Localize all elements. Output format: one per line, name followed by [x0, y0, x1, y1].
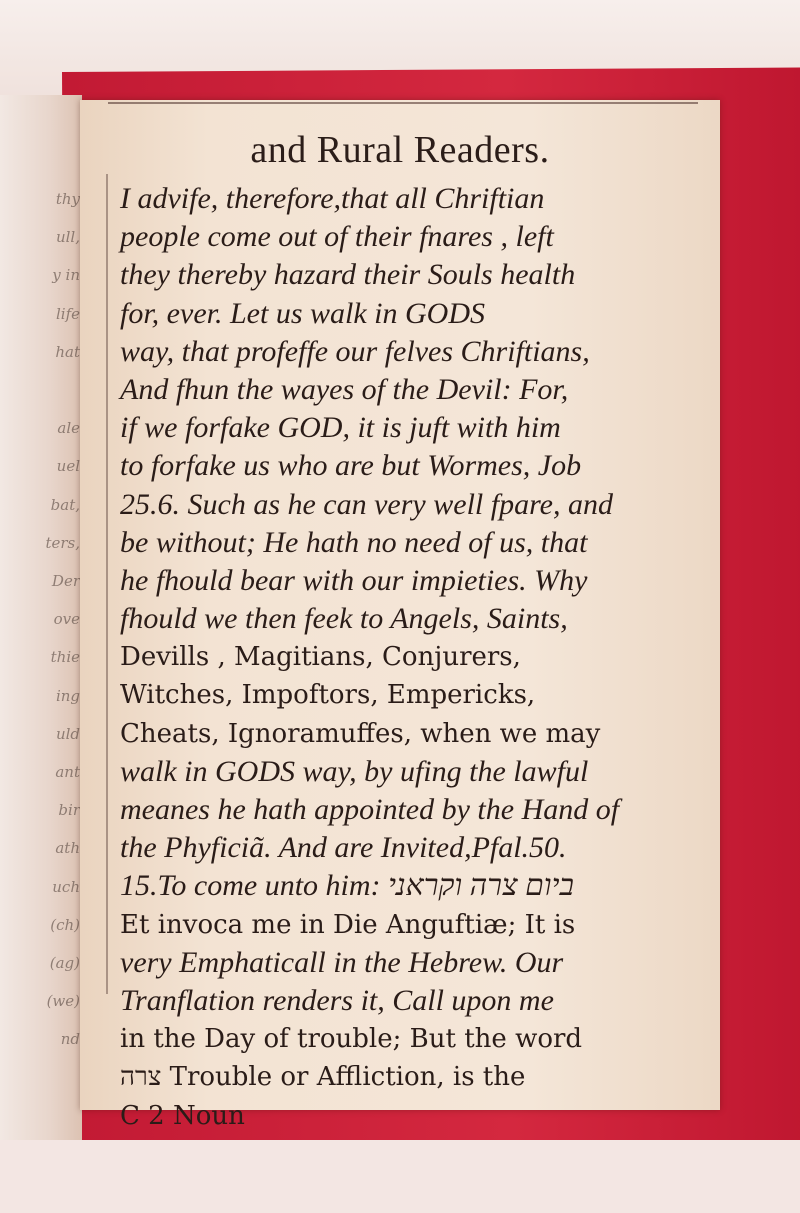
facing-page-fragment: uel: [56, 457, 80, 476]
body-text: [120, 180, 720, 1135]
facing-page-fragment: uch: [52, 877, 80, 896]
text-line: in the Day of trouble; But the word: [120, 1024, 583, 1055]
book-page: [80, 100, 720, 1131]
text-line: very Emphaticall in the Hebrew. Our: [120, 945, 564, 979]
facing-page-fragment: (we): [46, 992, 80, 1011]
text-line: צרה Trouble or Affliction, is the: [120, 1062, 526, 1093]
facing-page-fragment: ing: [55, 686, 80, 705]
running-head: and Rural Readers.: [250, 129, 550, 171]
facing-page-fragment: uld: [55, 724, 80, 743]
text-line: 15.To come unto him: ביום צרה וקראני: [120, 869, 574, 903]
text-line: be without; He hath no need of us, that: [120, 525, 588, 559]
facing-page-fragment: thy: [55, 190, 80, 208]
text-line: fhould we then feek to Angels, Saints,: [120, 602, 568, 636]
text-line: 25.6. Such as he can very well fpare, and: [120, 487, 613, 521]
facing-page-fragment: Der: [51, 572, 80, 590]
text-line: Devills , Magitians, Conjurers,: [120, 642, 521, 673]
facing-page-fragment: ath: [55, 839, 80, 858]
text-line: I advife, therefore,that all Chriftian: [120, 182, 545, 215]
facing-page-fragment: ters,: [45, 533, 80, 552]
facing-page-fragment: bat,: [50, 495, 80, 514]
facing-page-fragment: (ch): [50, 915, 80, 934]
facing-page-fragment: bir: [58, 801, 80, 820]
text-line: Et invoca me in Die Anguftiæ; It is: [120, 909, 576, 940]
text-line: the Phyficiã. And are Invited,Pfal.50.: [120, 831, 567, 865]
text-line: And fhun the wayes of the Devil: For,: [120, 372, 569, 406]
facing-page-fragment: nd: [60, 1030, 80, 1049]
text-line: way, that profeffe our felves Chriftians,: [120, 334, 590, 368]
facing-page-fragment: ale: [57, 419, 80, 438]
facing-page-fragment: thie: [50, 648, 80, 667]
text-line: meanes he hath appointed by the Hand of: [120, 793, 620, 826]
facing-page-fragment: ull,: [55, 228, 80, 247]
text-line: they thereby hazard their Souls health: [120, 258, 576, 292]
facing-page-fragment: y in: [52, 266, 80, 285]
text-line: he fhould bear with our impieties. Why: [120, 563, 588, 597]
text-line: C 2 Noun: [120, 1100, 245, 1131]
text-line: Witches, Impoftors, Empericks,: [120, 680, 536, 711]
text-line: Cheats, Ignoramuffes, when we may: [120, 718, 601, 749]
text-line: walk in GODS way, by ufing the lawful: [120, 754, 589, 788]
margin-rule: [106, 174, 108, 994]
text-line: people come out of their fnares , left: [120, 220, 554, 254]
facing-page-fragment: life: [55, 304, 80, 323]
facing-page-fragment: hat: [55, 342, 80, 361]
facing-page-edge: [0, 95, 82, 1140]
facing-page-fragment: ove: [53, 610, 80, 629]
facing-page-fragment: ant: [55, 763, 80, 781]
background-bottom: [0, 1140, 800, 1213]
text-line: to forfake us who are but Wormes, Job: [120, 449, 582, 483]
facing-page-fragment: (ag): [49, 954, 80, 972]
text-line: Tranflation renders it, Call upon me: [120, 983, 554, 1017]
top-rule: [108, 102, 698, 104]
text-line: for, ever. Let us walk in GODS: [120, 296, 485, 330]
text-line: if we forfake GOD, it is juft with him: [120, 411, 561, 445]
